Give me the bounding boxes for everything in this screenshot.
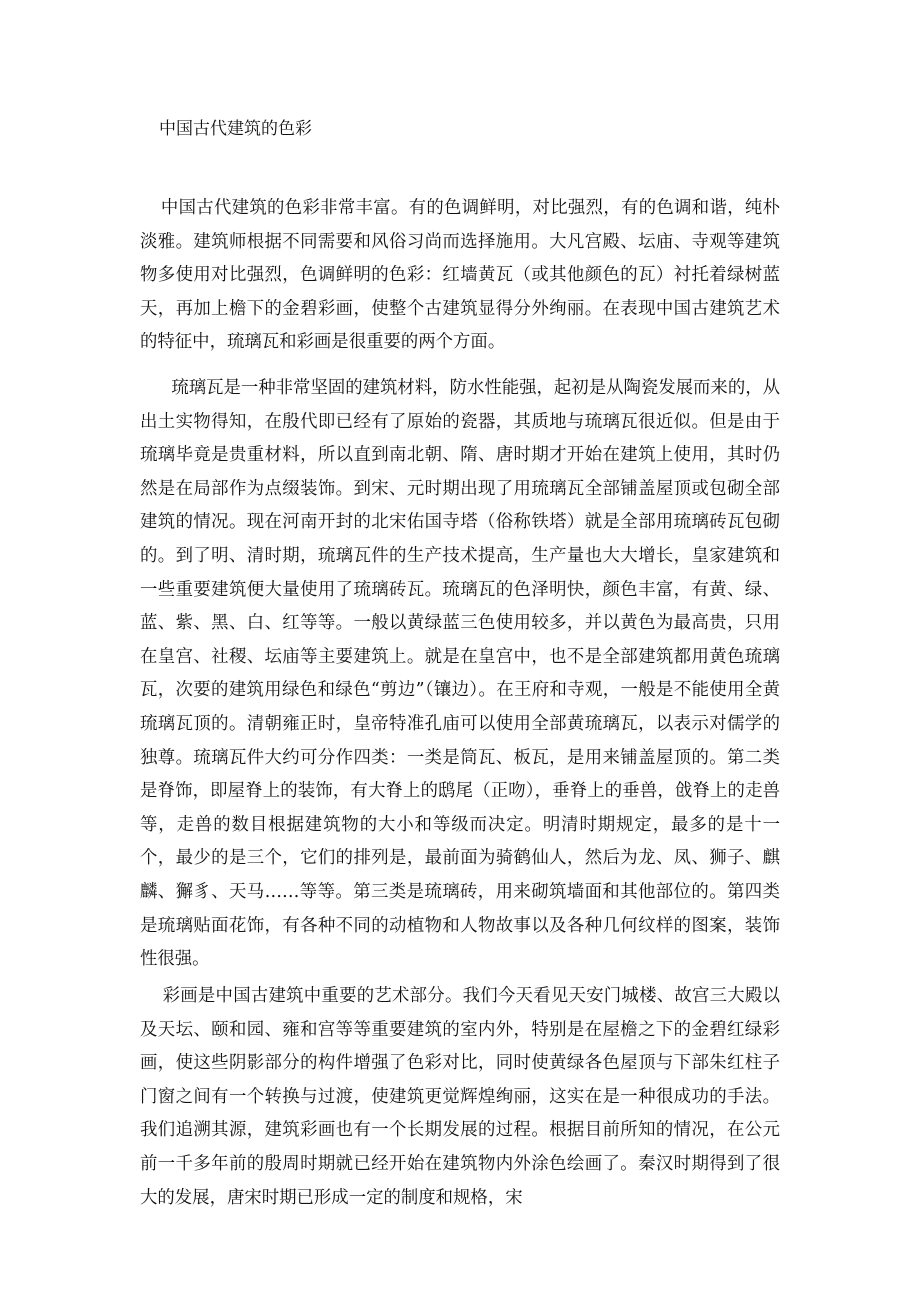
document-title: 中国古代建筑的色彩 [159, 119, 312, 139]
paragraph-glazed-tiles: 琉璃瓦是一种非常坚固的建筑材料，防水性能强，起初是从陶瓷发展而来的，从出土实物得知，在殷代即已经有了原始的瓷器，其质地与琉璃瓦很近似。但是由于琉璃毕竟是贵重材料，所以直到南北朝、隋、唐时期才开始在建筑上使用，其时仍然是在局部作为点缀装饰。到宋、元时期出现了用琉璃瓦全部铺盖屋顶或包砌全部建筑的情况。现在河南开封的北宋佑国寺塔（俗称铁塔）就是全部用琉璃砖瓦包砌的。到了明、清时期，琉璃瓦件的生产技术提高，生产量也大大增长，皇家建筑和一些重要建筑便大量使用了琉璃砖瓦。琉璃瓦的色泽明快，颜色丰富，有黄、绿、蓝、紫、黑、白、红等等。一般以黄绿蓝三色使用较多，并以黄色为最高贵，只用在皇宫、社稷、坛庙等主要建筑上。就是在皇宫中，也不是全部建筑都用黄色琉璃瓦，次要的建筑用绿色和绿色“剪边”（镶边）。在王府和寺观，一般是不能使用全黄琉璃瓦顶的。清朝雍正时，皇帝特准孔庙可以使用全部黄琉璃瓦，以表示对儒学的独尊。琉璃瓦件大约可分作四类：一类是筒瓦、板瓦，是用来铺盖屋顶的。第二类是脊饰，即屋脊上的装饰，有大脊上的鸱尾（正吻），垂脊上的垂兽，戗脊上的走兽等，走兽的数目根据建筑物的大小和等级而决定。明清时期规定，最多的是十一个，最少的是三个，它们的排列是，最前面为骑鹤仙人，然后为龙、凤、狮子、麒麟、獬豸、天马……等等。第三类是琉璃砖，用来砌筑墙面和其他部位的。第四类是琉璃贴面花饰，有各种不同的动植物和人物故事以及各种几何纹样的图案，装饰性很强。 [140, 378, 780, 970]
paragraph-overview: 中国古代建筑的色彩非常丰富。有的色调鲜明，对比强烈，有的色调和谐，纯朴淡雅。建筑师根据不同需要和风俗习尚而选择施用。大凡宫殿、坛庙、寺观等建筑物多使用对比强烈，色调鲜明的色彩：红墙黄瓦（或其他颜色的瓦）衬托着绿树蓝天，再加上檐下的金碧彩画，使整个古建筑显得分外绚丽。在表现中国古建筑艺术的特征中，琉璃瓦和彩画是很重要的两个方面。 [140, 198, 780, 353]
paragraph-painting: 彩画是中国古建筑中重要的艺术部分。我们今天看见天安门城楼、故宫三大殿以及天坛、颐和园、雍和宫等等重要建筑的室内外，特别是在屋檐之下的金碧红绿彩画，使这些阴影部分的构件增强了色彩对比，同时使黄绿各色屋顶与下部朱红柱子门窗之间有一个转换与过渡，使建筑更觉辉煌绚丽，这实在是一种很成功的手法。我们追溯其源，建筑彩画也有一个长期发展的过程。根据目前所知的情况，在公元前一千多年前的殷周时期就已经开始在建筑物内外涂色绘画了。秦汉时期得到了很大的发展，唐宋时期已形成一定的制度和规格，宋 [140, 986, 780, 1208]
